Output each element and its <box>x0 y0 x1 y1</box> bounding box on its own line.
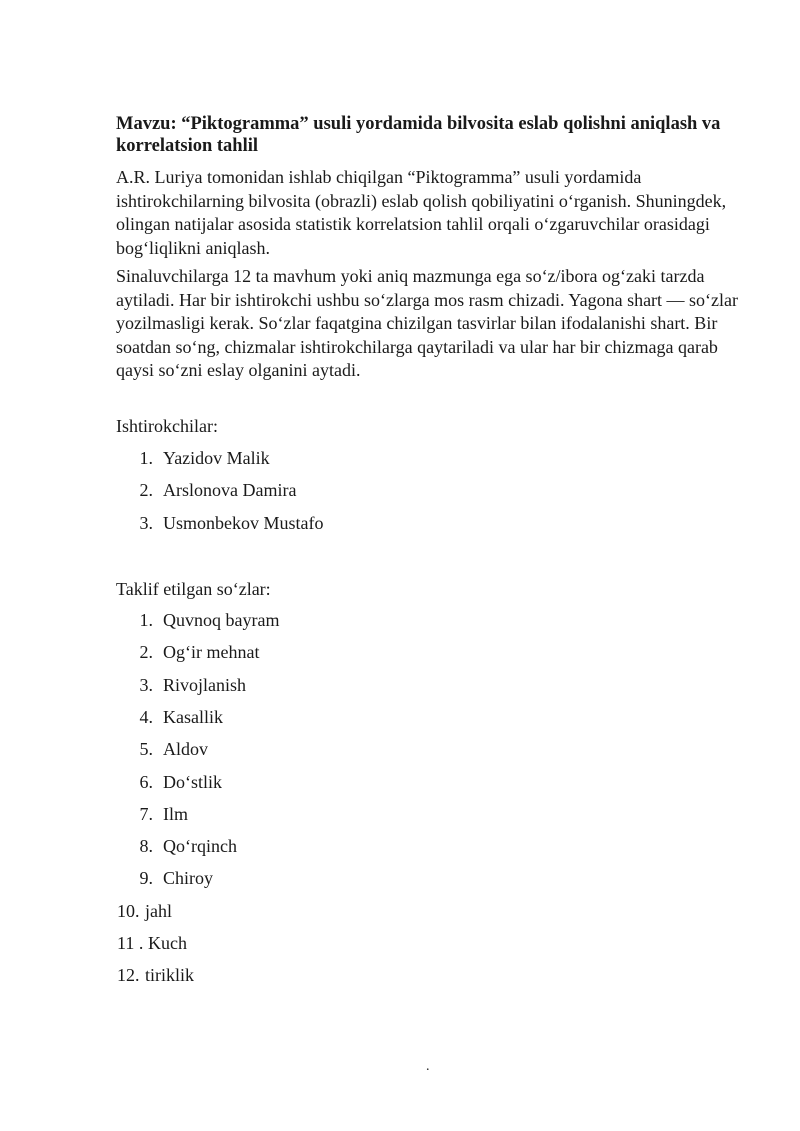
list-item-text: Qo‘rqinch <box>163 836 237 857</box>
list-item-text: Chiroy <box>163 868 214 889</box>
list-item-text: Usmonbekov Mustafo <box>163 512 324 533</box>
list-item-text: Do‘stlik <box>163 771 223 792</box>
list-item-number: 9. <box>139 868 153 889</box>
list-item-text: Arslonova Damira <box>163 480 297 501</box>
list-item-number: 12. <box>117 965 140 986</box>
list-item-text: Kasallik <box>163 706 223 727</box>
list-item-text: Ilm <box>163 803 188 824</box>
list-item-number: 2. <box>139 480 153 501</box>
list-item-number: 8. <box>139 836 153 857</box>
list-item-number: 6. <box>139 771 153 792</box>
list-item-text: Rivojlanish <box>163 674 247 695</box>
list-item-text: Og‘ir mehnat <box>163 642 260 663</box>
words-label: Taklif etilgan so‘zlar: <box>116 579 271 599</box>
list-item-number: 3. <box>139 512 153 533</box>
list-item-text: tiriklik <box>145 965 194 986</box>
list-item-number: 1. <box>139 448 153 468</box>
list-item-number: 1. <box>139 610 153 630</box>
participants-label: Ishtirokchilar: <box>116 416 218 436</box>
list-item-text: jahl <box>145 900 172 921</box>
list-item-number: 5. <box>139 739 153 760</box>
list-item-number: 2. <box>139 642 153 663</box>
document-title: Mavzu: “Piktogramma” usuli yordamida bilvosita eslab qolishni aniqlash va korrelatsion tahlil <box>116 114 721 156</box>
list-item-number: 4. <box>139 706 153 727</box>
list-item-text: Yazidov Malik <box>163 448 270 468</box>
list-item-text: Quvnoq bayram <box>163 610 280 630</box>
list-item-number: 3. <box>139 674 153 695</box>
paragraph-objective: A.R. Luriya tomonidan ishlab chiqilgan “Piktogramma” usuli yordamida ishtirokchilarning bilvosita (obrazli) eslab qolish qobiliyatini o‘rganish. Shuningdek, olingan natijalar asosida statistik korrelatsion tahlil orqali o‘zgaruvchilar orasidagi bog‘liqlikni aniqlash. <box>116 167 727 258</box>
list-item-text: Kuch <box>148 933 187 953</box>
list-item-number: 11 . <box>117 933 144 953</box>
list-item-number: 10. <box>117 900 140 921</box>
footer-mark: . <box>426 1059 430 1074</box>
list-item-number: 7. <box>139 803 153 824</box>
paragraph-procedure: Sinaluvchilarga 12 ta mavhum yoki aniq mazmunga ega so‘z/ibora og‘zaki tarzda aytiladi. Har bir ishtirokchi ushbu so‘zlarga mos rasm chizadi. Yagona shart — so‘zlar yozilmasligi kerak. So‘zlar faqatgina chizilgan tasvirlar bilan ifodalanishi shart. Bir soatdan so‘ng, chizmalar ishtirokchilarga qaytariladi va ular har bir chizmaga qarab qaysi so‘zni eslay olganini aytadi. <box>116 266 739 380</box>
list-item-text: Aldov <box>163 739 208 760</box>
